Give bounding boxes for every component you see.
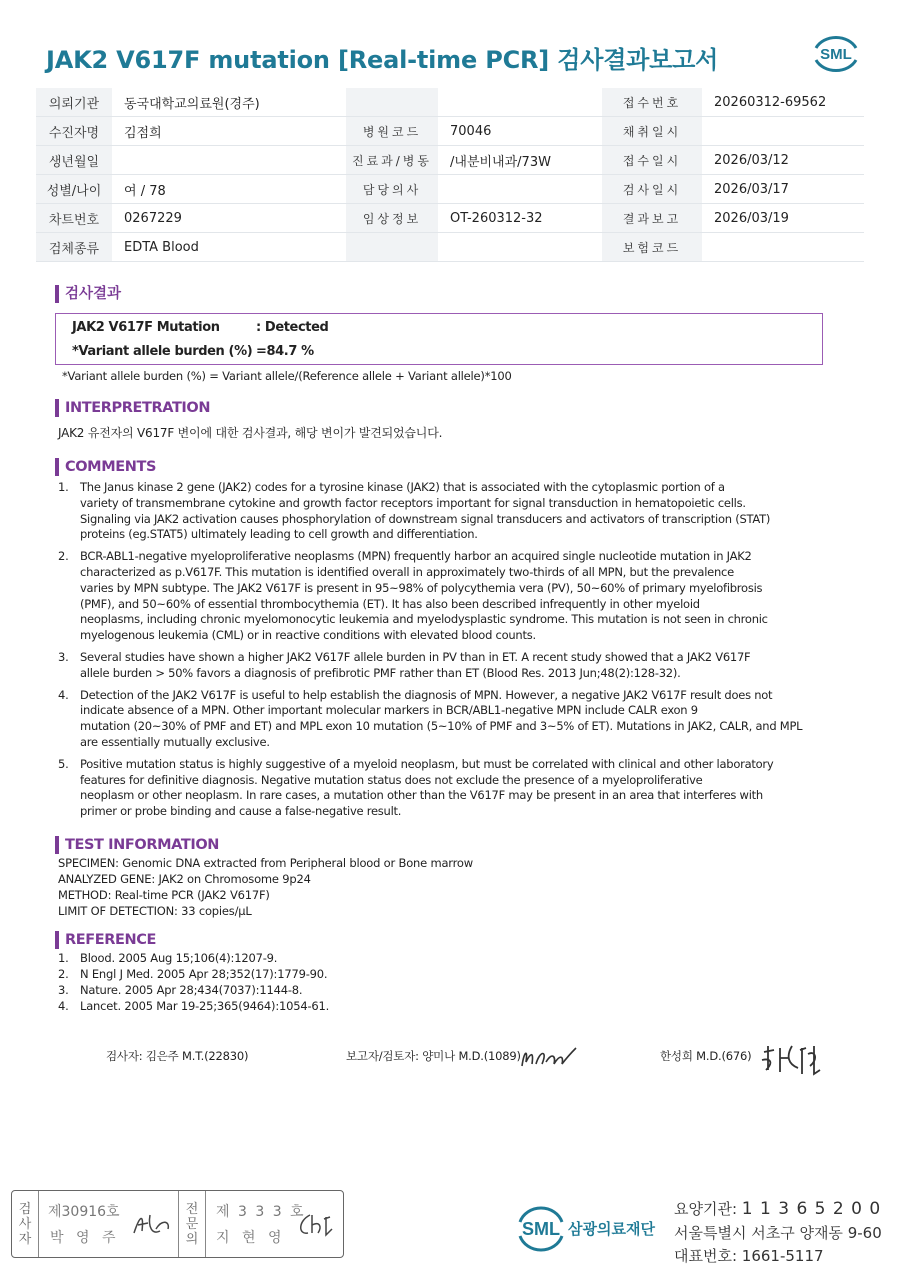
stamp-left-number: 제30916호 (48, 1204, 120, 1220)
comment-line: BCR-ABL1-negative myeloproliferative neoplasms (MPN) frequently harbor an acquired single nucleotide mutation in JAK2 (80, 549, 752, 564)
mutation-label: JAK2 V617F Mutation (72, 320, 220, 335)
right-stamp-signature (294, 1209, 338, 1239)
info-label: 검체종류 (36, 233, 112, 262)
reference-number: 1. (58, 951, 69, 965)
comment-line: indicate absence of a MPN. Other important molecular markers in BCR/ABL1-negative MPN include CALR exon 9 (80, 703, 698, 718)
comment-line: features for definitive diagnosis. Negative mutation status does not exclude the presence of a myeloproliferative (80, 772, 703, 787)
result-box (55, 313, 823, 365)
info-value: 2026/03/19 (702, 204, 864, 233)
comment-line: myelogenous leukemia (CML) or in reactive conditions with elevated blood counts. (80, 628, 536, 643)
reference-text: Nature. 2005 Apr 28;434(7037):1144-8. (80, 983, 303, 997)
logo-text: SML (820, 46, 852, 63)
comment-number: 1. (58, 480, 69, 494)
comment-line: characterized as p.V617F. This mutation is identified overall in approximately two-thirds of all MPN, but the prevalence (80, 564, 734, 579)
comment-item (58, 688, 858, 751)
comment-line: proteins (eg.STAT5) ultimately leading to cell growth and differentiation. (80, 527, 478, 542)
test-info-line: METHOD: Real-time PCR (JAK2 V617F) (58, 888, 270, 902)
comment-line: allele burden > 50% favors a diagnosis of prefibrotic PMF rather than ET (Blood Res. 2013 Jun;48(2):128-32). (80, 665, 681, 680)
comment-line: varies by MPN subtype. The JAK2 V617F is present in 95~98% of polycythemia vera (PV), 50~60% of primary myelofibrosis (80, 580, 763, 595)
reference-text: N Engl J Med. 2005 Apr 28;352(17):1779-90. (80, 967, 328, 981)
burden-label: *Variant allele burden (%) (72, 344, 253, 359)
info-row (36, 88, 864, 117)
stamp-right-number: 제 3 3 3 호 (216, 1204, 306, 1220)
approver-signature: 한성희 M.D.(676) (660, 1049, 752, 1063)
address: 서울특별시 서초구 양재동 9-60 (674, 1224, 882, 1242)
comment-number: 5. (58, 756, 69, 771)
burden-footnote: *Variant allele burden (%) = Variant allele/(Reference allele + Variant allele)*100 (62, 369, 512, 383)
info-label: 보험코드 (602, 233, 702, 262)
reference-text: Blood. 2005 Aug 15;106(4):1207-9. (80, 951, 278, 965)
comment-item (58, 757, 858, 820)
info-value (112, 146, 346, 175)
info-label: 성별/나이 (36, 175, 112, 204)
test-info-line: ANALYZED GENE: JAK2 on Chromosome 9p24 (58, 872, 311, 886)
sml-logo (808, 30, 864, 76)
info-value: 여 / 78 (112, 175, 346, 204)
info-value: 동국대학교의료원(경주) (112, 88, 346, 117)
comment-line: Detection of the JAK2 V617F is useful to help establish the diagnosis of MPN. However, a negative JAK2 V617F result does not (80, 687, 773, 702)
comment-line: The Janus kinase 2 gene (JAK2) codes for a tyrosine kinase (JAK2) that is associated with the cytoplasmic portion of a (80, 480, 725, 494)
info-label: 임상정보 (346, 204, 438, 233)
comment-line: variety of transmembrane cytokine and growth factor receptors important for signal transduction in hematopoietic cells. (80, 495, 746, 510)
info-label: 의뢰기관 (36, 88, 112, 117)
info-label: 병원코드 (346, 117, 438, 146)
info-label: 접수번호 (602, 88, 702, 117)
comment-line: neoplasms, including chronic myelomonocytic leukemia and myelodysplastic syndrome. This mutation is not seen in chronic (80, 612, 768, 627)
info-value: 2026/03/17 (702, 175, 864, 204)
institution-code: 요양기관: 1 1 3 6 5 2 0 0 (674, 1199, 882, 1219)
comments-list (58, 480, 858, 826)
stamp-right-label: 전 문 의 (178, 1191, 206, 1257)
test-info-line: SPECIMEN: Genomic DNA extracted from Peripheral blood or Bone marrow (58, 856, 473, 870)
approver-handwritten-signature (758, 1040, 824, 1078)
reference-number: 3. (58, 983, 69, 997)
info-label (346, 233, 438, 262)
info-value: EDTA Blood (112, 233, 346, 262)
info-value: 김점희 (112, 117, 346, 146)
burden-value: =84.7 % (256, 344, 314, 359)
footer-logo (512, 1198, 662, 1258)
info-value (702, 233, 864, 262)
info-row (36, 146, 864, 175)
comment-line: Positive mutation status is highly suggestive of a myeloid neoplasm, but must be correlated with clinical and other laboratory (80, 756, 774, 771)
footer-org-name: 삼광의료재단 (568, 1220, 655, 1238)
info-label: 담당의사 (346, 175, 438, 204)
info-value (438, 233, 602, 262)
reviewer-handwritten-signature (518, 1042, 580, 1072)
tester-signature: 검사자: 김은주 M.T.(22830) (106, 1049, 249, 1063)
info-label: 생년월일 (36, 146, 112, 175)
stamp-left-label: 검 사 자 (12, 1191, 39, 1257)
info-value: 20260312-69562 (702, 88, 864, 117)
info-row (36, 204, 864, 233)
phone: 대표번호: 1661-5117 (674, 1247, 824, 1265)
info-label: 결과보고 (602, 204, 702, 233)
patient-info-table (36, 88, 864, 262)
info-row (36, 233, 864, 262)
comment-line: primer or probe binding and cause a false-negative result. (80, 804, 402, 819)
info-value: 2026/03/12 (702, 146, 864, 175)
interpretation-heading: INTERPRETRATION (55, 399, 210, 417)
license-stamp-box (11, 1190, 344, 1258)
info-label: 수진자명 (36, 117, 112, 146)
left-stamp-signature (130, 1209, 174, 1239)
info-row (36, 117, 864, 146)
reviewer-signature: 보고자/검토자: 양미나 M.D.(1089) (346, 1049, 521, 1063)
reference-item (58, 982, 329, 998)
comment-line: Signaling via JAK2 activation causes phosphorylation of downstream signal transducers and activators of transcription (STAT) (80, 511, 771, 526)
comment-item (58, 650, 858, 682)
reference-item (58, 950, 329, 966)
comment-number: 3. (58, 649, 69, 664)
mutation-value: : Detected (256, 320, 329, 335)
info-value: 0267229 (112, 204, 346, 233)
comment-line: (PMF), and 50~60% of essential thrombocythemia (ET). It has also been described infrequently in other myeloid (80, 596, 700, 611)
reference-heading: REFERENCE (55, 931, 156, 949)
comments-heading: COMMENTS (55, 458, 156, 476)
interpretation-text: JAK2 유전자의 V617F 변이에 대한 검사결과, 해당 변이가 발견되었습니다. (58, 426, 443, 440)
comment-line: are essentially mutually exclusive. (80, 734, 270, 749)
info-label: 진료과/병동 (346, 146, 438, 175)
info-label: 접수일시 (602, 146, 702, 175)
result-heading: 검사결과 (55, 285, 121, 303)
comment-number: 2. (58, 549, 69, 564)
svg-text:SML: SML (522, 1219, 560, 1239)
comment-item (58, 480, 858, 543)
comment-line: Several studies have shown a higher JAK2 V617F allele burden in PV than in ET. A recent study showed that a JAK2 V617F (80, 649, 751, 664)
info-value (702, 117, 864, 146)
info-value: /내분비내과/73W (438, 146, 602, 175)
test-info-block (58, 855, 473, 919)
test-info-line: LIMIT OF DETECTION: 33 copies/μL (58, 904, 252, 918)
info-value (438, 175, 602, 204)
test-info-heading: TEST INFORMATION (55, 836, 219, 854)
reference-number: 2. (58, 967, 69, 981)
reference-number: 4. (58, 999, 69, 1013)
comment-line: mutation (20~30% of PMF and ET) and MPL exon 10 mutation (5~10% of PMF and 3~5% of ET). Mutations in JAK2, CALR, and MPL (80, 719, 803, 734)
info-label (346, 88, 438, 117)
comment-item (58, 549, 858, 644)
info-label: 검사일시 (602, 175, 702, 204)
reference-item (58, 966, 329, 982)
comment-line: neoplasm or other neoplasm. In rare cases, a mutation other than the V617F may be present in an area that interferes with (80, 788, 763, 803)
info-label: 차트번호 (36, 204, 112, 233)
footer-sml-mark (512, 1198, 570, 1256)
stamp-right-name: 지 현 영 (216, 1230, 286, 1246)
info-value (438, 88, 602, 117)
info-label: 채취일시 (602, 117, 702, 146)
info-value: 70046 (438, 117, 602, 146)
info-value: OT-260312-32 (438, 204, 602, 233)
stamp-left-name: 박 영 주 (50, 1230, 120, 1246)
reference-text: Lancet. 2005 Mar 19-25;365(9464):1054-61. (80, 999, 330, 1013)
reference-item (58, 998, 329, 1014)
comment-number: 4. (58, 687, 69, 702)
info-row (36, 175, 864, 204)
report-title: JAK2 V617F mutation [Real-time PCR] 검사결과보고서 (46, 46, 719, 74)
reference-list (58, 950, 329, 1014)
